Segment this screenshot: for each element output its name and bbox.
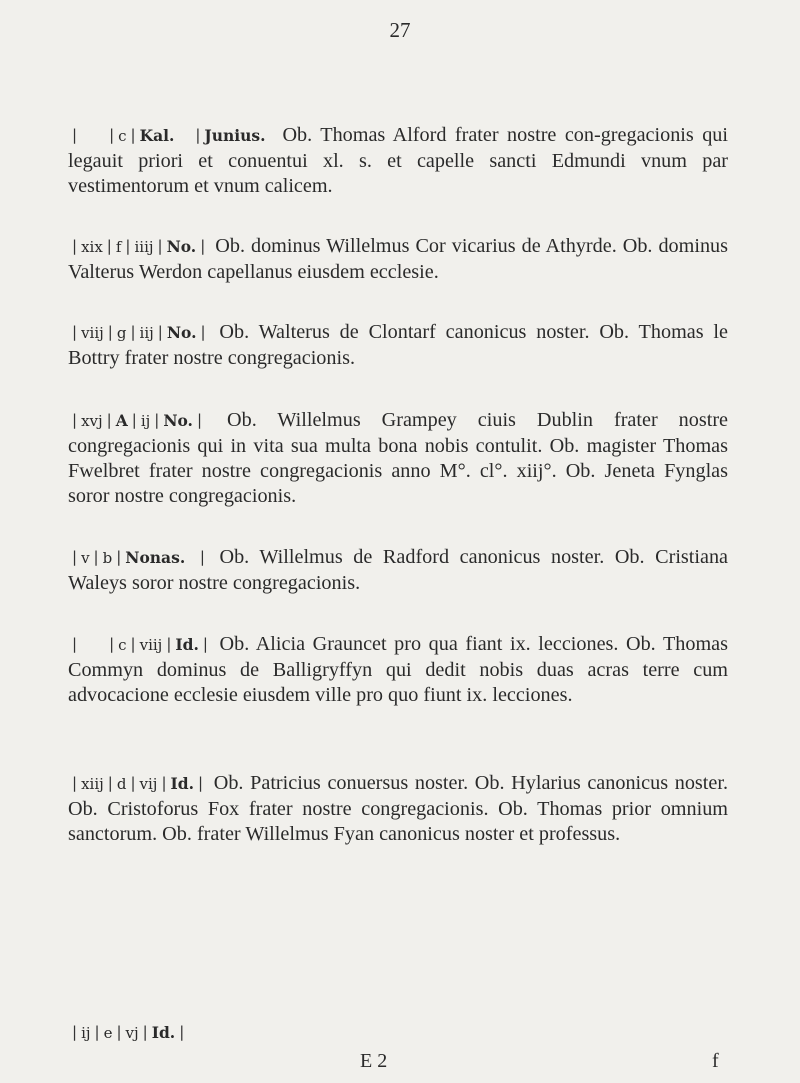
calendar-entry-4 [68, 408, 728, 509]
column-rule: | [109, 126, 115, 144]
column-rule: | [161, 774, 167, 792]
calendar-entry-3 [68, 320, 728, 371]
page-number: 27 [389, 18, 411, 42]
column-rule: | [130, 635, 136, 653]
day-count: iij [139, 324, 154, 342]
golden-number: v [81, 549, 90, 567]
gathering-mark: f [712, 1050, 719, 1072]
column-rule: | [116, 1023, 122, 1041]
column-rule: | [72, 548, 78, 566]
roman-day-label: Id. [151, 1023, 176, 1042]
roman-day-label: Id. [170, 774, 195, 793]
column-rule: | [72, 237, 78, 255]
column-rule: | [72, 1023, 78, 1041]
obit-text: Ob. Thomas Alford frater nostre con-gregacionis qui legauit priori et conuentui xl. s. et capelle sancti Edmundi vnum par vestimentorum et vnum calicem. [68, 124, 728, 197]
column-rule: | [200, 323, 206, 341]
column-rule: | [72, 635, 78, 653]
day-count: viij [139, 636, 163, 654]
column-rule: | [202, 635, 208, 653]
column-rule: | [130, 126, 136, 144]
obit-text: Ob. Willelmus de Radford canonicus noster. Ob. Cristiana Waleys soror nostre congregacionis. [68, 546, 729, 594]
dominical-letter: g [116, 324, 127, 342]
calendar-entry-5 [68, 545, 728, 596]
golden-number: ij [81, 1024, 91, 1042]
obit-text: Ob. Walterus de Clontarf canonicus noster. Ob. Thomas le Bottry frater nostre congregacionis. [68, 321, 728, 369]
roman-day-label: No. [163, 411, 193, 430]
column-rule: | [198, 774, 204, 792]
column-rule: | [154, 411, 160, 429]
dominical-letter: d [116, 775, 127, 793]
column-rule: | [106, 411, 112, 429]
column-rule: | [72, 323, 78, 341]
column-rule: | [157, 323, 163, 341]
obit-text: Ob. Alicia Grauncet pro qua fiant ix. lecciones. Ob. Thomas Commyn dominus de Balligryffyn qui dedit nobis duas acras terre cum advocacione ecclesie eiusdem ville pro quo fiunt ix. lecciones. [68, 633, 728, 706]
roman-day-label: No. [166, 237, 197, 256]
dominical-letter: c [118, 127, 127, 145]
column-rule: | [130, 774, 136, 792]
obit-text: Ob. Willelmus Grampey ciuis Dublin frater nostre congregacionis qui in vita sua multa bona nobis contulit. Ob. magister Thomas Fwelbret frater nostre congregacionis anno M°. cl°. xiij°. Ob. Jeneta Fynglas soror nostre congregacionis. [68, 409, 729, 507]
column-rule: | [125, 237, 131, 255]
column-rule: | [142, 1023, 148, 1041]
calendar-entry-7 [68, 771, 728, 847]
column-rule: | [107, 774, 113, 792]
column-rule: | [93, 548, 99, 566]
column-rule: | [200, 237, 206, 255]
column-rule: | [131, 411, 137, 429]
day-count: vj [125, 1024, 139, 1042]
obit-text: Ob. Patricius conuersus noster. Ob. Hylarius canonicus noster. Ob. Cristoforus Fox frater nostre congregacionis. Ob. Thomas prior omnium sanctorum. Ob. frater Willelmus Fyan canonicus noster et professus. [68, 772, 729, 845]
golden-number: xiij [81, 775, 104, 793]
column-rule: | [72, 411, 78, 429]
calendar-entry-1 [68, 123, 728, 199]
column-rule: | [72, 126, 78, 144]
column-rule: | [196, 411, 203, 429]
calendar-entry-2 [68, 234, 728, 285]
dominical-letter: A [115, 411, 128, 430]
obit-text: Ob. dominus Willelmus Cor vicarius de Athyrde. Ob. dominus Valterus Werdon capellanus eiusdem ecclesie. [68, 235, 729, 283]
roman-day-label: Nonas. [125, 548, 186, 567]
calendar-entry-6 [68, 632, 728, 708]
column-rule: | [166, 635, 172, 653]
column-rule: | [109, 635, 115, 653]
calendar-entry-8 [68, 1020, 728, 1046]
dominical-letter: c [118, 636, 127, 654]
dominical-letter: b [102, 549, 113, 567]
day-count: vij [139, 775, 158, 793]
golden-number: xix [81, 238, 103, 256]
column-rule: | [72, 774, 78, 792]
signature-mark: E 2 [360, 1050, 388, 1072]
column-rule: | [157, 237, 163, 255]
column-rule: | [130, 323, 136, 341]
roman-day-label: Kal. [139, 126, 175, 145]
day-count: ij [140, 412, 151, 430]
golden-number: xvj [81, 412, 103, 430]
dominical-letter: f [115, 238, 122, 256]
month-name: Junius. [204, 126, 266, 145]
column-rule: | [116, 548, 122, 566]
column-rule: | [94, 1023, 100, 1041]
column-rule: | [179, 1023, 185, 1041]
column-rule: | [107, 323, 113, 341]
column-rule: | [106, 237, 112, 255]
dominical-letter: e [103, 1024, 113, 1042]
column-rule: | [195, 126, 201, 144]
golden-number: viij [81, 324, 104, 342]
column-rule: | [199, 548, 205, 566]
day-count: iiij [134, 238, 154, 256]
roman-day-label: No. [166, 323, 197, 342]
roman-day-label: Id. [175, 635, 199, 654]
